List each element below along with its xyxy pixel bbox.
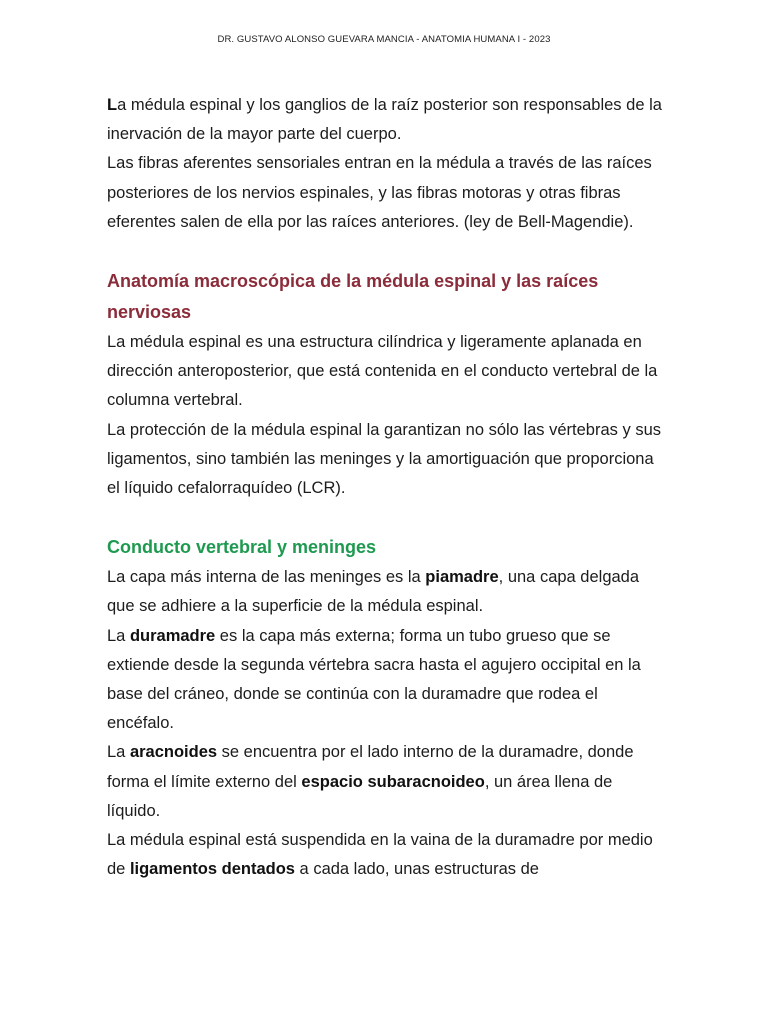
text-run: , una capa delgada que se adhiere a la superficie de la médula espinal. xyxy=(107,568,640,616)
term-espacio-subaracnoideo: espacio subaracnoideo xyxy=(301,772,485,791)
page-header: DR. GUSTAVO ALONSO GUEVARA MANCIA - ANATOMIA HUMANA I - 2023 xyxy=(217,34,551,45)
section1-paragraph-2: La protección de la médula espinal la garantizan no sólo las vértebras y sus ligamentos, sino también las meninges y la amortiguación que proporciona el líquido cefalorraquídeo (LCR). xyxy=(107,420,661,498)
section2-paragraph-ligamentos xyxy=(107,826,669,884)
term-ligamentos-dentados: ligamentos dentados xyxy=(129,860,295,879)
text-run: La médula espinal está suspendida en la vaina de la duramadre por medio de xyxy=(107,831,653,879)
text-run: , un área llena de líquido. xyxy=(107,772,613,820)
section1-paragraph-1: La médula espinal es una estructura cilíndrica y ligeramente aplanada en dirección anteroposterior, que está contenida en el conducto vertebral de la columna vertebral. xyxy=(107,333,658,410)
term-aracnoides: aracnoides xyxy=(129,743,218,762)
text-run: La xyxy=(107,626,130,645)
text-run: La xyxy=(107,743,130,762)
document-body xyxy=(107,91,669,884)
term-piamadre: piamadre xyxy=(425,568,499,587)
text-run: a cada lado, unas estructuras de xyxy=(294,860,539,879)
section2-paragraph-duramadre xyxy=(107,622,669,739)
text-run: es la capa más externa; forma un tubo grueso que se extiende desde la segunda vértebra sacra hasta el agujero occipital en la base del cráneo, donde se continúa con la duramadre que rodea el encéfalo. xyxy=(107,626,641,733)
intro-paragraph-1-text: a médula espinal y los ganglios de la raíz posterior son responsables de la inervación de la mayor parte del cuerpo. xyxy=(107,96,662,144)
drop-cap: L xyxy=(107,96,118,114)
intro-paragraph-2: Las fibras aferentes sensoriales entran en la médula a través de las raíces posteriores de los nervios espinales, y las fibras motoras y otras fibras eferentes salen de ella por las raíces anteriores. (ley de Bell-Magendie). xyxy=(107,154,652,231)
intro-paragraph-1 xyxy=(107,91,669,149)
section-heading-meninges: Conducto vertebral y meninges xyxy=(107,537,377,558)
section2-paragraph-piamadre xyxy=(107,563,669,621)
text-run: La capa más interna de las meninges es la xyxy=(107,568,426,587)
section-heading-anatomy: Anatomía macroscópica de la médula espinal y las raíces nerviosas xyxy=(107,271,599,323)
text-run: se encuentra por el lado interno de la duramadre, donde forma el límite externo del xyxy=(107,743,634,791)
spacer xyxy=(107,503,669,532)
spacer xyxy=(107,237,669,266)
section2-paragraph-aracnoides xyxy=(107,738,669,826)
term-duramadre: duramadre xyxy=(129,626,216,645)
